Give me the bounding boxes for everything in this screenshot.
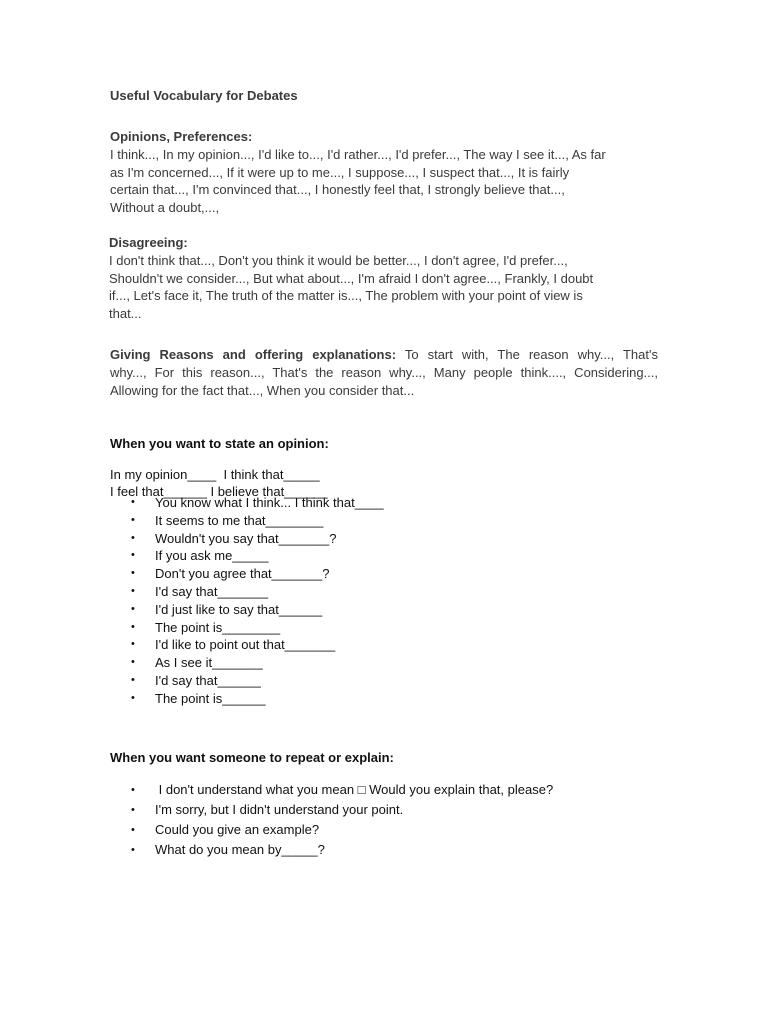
section-state-opinion (110, 422, 670, 501)
section-heading: When you want someone to repeat or explain: (110, 750, 394, 765)
list-item-text: Wouldn't you say that_______? (155, 530, 337, 546)
body-line: as I'm concerned..., If it were up to me..., I suppose..., I suspect that..., It is fairly (110, 164, 570, 180)
bullet-icon: • (131, 844, 135, 857)
bullet-icon: • (131, 584, 135, 597)
list-item-text: As I see it_______ (155, 655, 263, 671)
bullet-icon: • (131, 620, 135, 633)
list-item (110, 690, 384, 708)
body-line: certain that..., I'm convinced that..., I honestly feel that, I strongly believe that..., (110, 182, 565, 198)
bullet-icon: • (131, 656, 135, 669)
bullet-icon: • (131, 803, 135, 816)
body-line: Without a doubt,..., (110, 200, 220, 216)
list-item (110, 530, 384, 548)
list-item-text: I'm sorry, but I didn't understand your point. (155, 801, 404, 817)
body-line: that... (109, 306, 142, 322)
body-line: if..., Let's face it, The truth of the matter is..., The problem with your point of view is (109, 288, 583, 304)
reasons-first-line (110, 346, 658, 364)
bullet-icon: • (131, 783, 135, 796)
bullet-icon: • (131, 549, 135, 562)
list-item-text: The point is________ (155, 619, 281, 635)
list-item-text: If you ask me_____ (155, 548, 269, 564)
repeat-explain-list (110, 780, 670, 861)
body-line: I don't think that..., Don't you think it would be better..., I don't agree, I'd prefer..., (109, 252, 568, 268)
section-opinions-preferences (110, 128, 658, 217)
bullet-icon: • (131, 567, 135, 580)
list-item-text: You know what I think... I think that____ (155, 495, 384, 510)
list-item (110, 636, 384, 654)
section-disagreeing (109, 234, 657, 323)
bullet-icon: • (131, 513, 135, 526)
section-giving-reasons (110, 346, 658, 399)
body-line: I think..., In my opinion..., I'd like to..., I'd rather..., I'd prefer..., The way I see it..., As far (110, 146, 606, 162)
list-item-text: I'd just like to say that______ (155, 601, 323, 617)
list-item (110, 565, 384, 583)
fill-in-line: I feel that______ I believe that______ (110, 484, 328, 500)
bullet-icon: • (131, 496, 135, 508)
bullet-icon: • (131, 531, 135, 544)
list-item-text: It seems to me that________ (155, 512, 324, 528)
list-item-text: I don't understand what you mean □ Would you explain that, please? (155, 781, 554, 797)
state-opinion-list (110, 494, 384, 708)
list-item (110, 840, 670, 860)
list-item-text: I'd like to point out that_______ (155, 637, 336, 653)
body-line: why..., For this reason..., That's the reason why..., Many people think...., Considering..., (110, 364, 658, 380)
section-heading: When you want to state an opinion: (110, 436, 329, 451)
fill-in-line: In my opinion____ I think that_____ (110, 466, 320, 482)
list-item (110, 780, 670, 800)
list-item-text: Could you give an example? (155, 822, 320, 837)
list-item (110, 512, 384, 530)
list-item (110, 619, 384, 637)
list-item (110, 494, 384, 512)
list-item-text: What do you mean by_____? (155, 842, 325, 858)
bullet-icon: • (131, 824, 135, 836)
bullet-icon: • (131, 602, 135, 615)
list-item (110, 583, 384, 601)
list-item (110, 601, 384, 619)
list-item (110, 672, 384, 690)
list-item (110, 800, 670, 820)
body-line: Allowing for the fact that..., When you consider that... (110, 382, 415, 398)
bullet-icon: • (131, 673, 135, 686)
section-heading: Giving Reasons and offering explanations: (110, 347, 397, 362)
list-item (110, 654, 384, 672)
section-heading: Opinions, Preferences: (110, 129, 253, 144)
bullet-icon: • (131, 691, 135, 704)
list-item-text: I'd say that______ (155, 672, 261, 688)
list-item-text: I'd say that_______ (155, 583, 269, 599)
section-heading: Disagreeing: (109, 235, 188, 250)
document-title: Useful Vocabulary for Debates (110, 88, 298, 103)
list-item-text: The point is______ (155, 690, 266, 706)
body-line: To start with, The reason why..., That's (404, 347, 658, 362)
body-line: Shouldn't we consider..., But what about..., I'm afraid I don't agree..., Frankly, I doubt (109, 270, 594, 286)
list-item (110, 820, 670, 840)
list-item (110, 547, 384, 565)
bullet-icon: • (131, 638, 135, 651)
section-repeat-explain (110, 736, 670, 860)
list-item-text: Don't you agree that_______? (155, 566, 330, 582)
